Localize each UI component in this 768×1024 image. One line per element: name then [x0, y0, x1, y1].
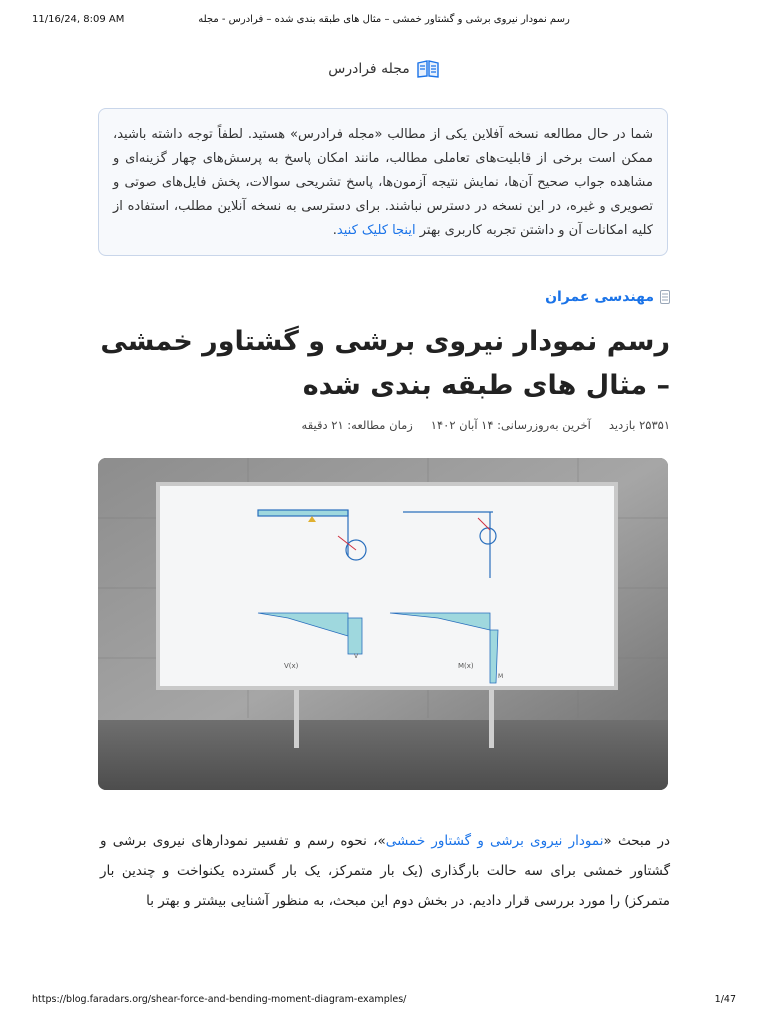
- paragraph-text-rest: »، نحوه رسم و تفسیر نمودارهای نیروی برشی و گشتاور خمشی برای سه حالت بارگذاری (یک بار متمرکز، یک بار گسترده یکنواخت و چندین بار متمرکز) را مورد بررسی قرار دادیم. در بخش دوم این مبحث، به منظور آشنایی بیشتر و بهتر با: [100, 833, 670, 909]
- category-label: مهندسی عمران: [545, 289, 654, 305]
- reading-time: زمان مطالعه: ۲۱ دقیقه: [301, 418, 413, 432]
- print-date: 11/16/24, 8:09 AM: [32, 14, 125, 25]
- article-paragraph: [100, 826, 670, 916]
- folder-icon: [660, 290, 670, 304]
- book-icon: [416, 60, 440, 78]
- inline-topic-link[interactable]: نمودار نیروی برشی و گشتاور خمشی: [385, 833, 604, 849]
- notice-link[interactable]: اینجا کلیک کنید: [336, 223, 416, 238]
- page-url: https://blog.faradars.org/shear-force-and-bending-moment-diagram-examples/: [32, 994, 407, 1005]
- hero-label-m: M: [498, 673, 504, 680]
- hero-label-v: V: [354, 653, 359, 660]
- category-link[interactable]: [545, 289, 670, 305]
- notice-text: شما در حال مطالعه نسخه آفلاین یکی از مطالب «مجله فرادرس» هستید. لطفاً توجه داشته باشید، ممکن است برخی از قابلیت‌های تعاملی مطالب، مانند امکان پاسخ به پرسش‌های چهار گزینه‌ای و مشاهده جواب صحیح آن‌ها، نمایش نتیجه آزمون‌ها، پاسخ تشریحی سوالات، پخش فایل‌های صوتی و تصویری و غیره، در این نسخه در دسترس نباشند. برای دسترسی به نسخه آنلاین مطلب، استفاده از کلیه امکانات آن و داشتن تجربه کاربری بهتر: [113, 127, 653, 238]
- hero-label-vx: V(x): [284, 662, 299, 670]
- print-footer: [0, 994, 768, 1008]
- page-title: رسم نمودار نیروی برشی و گشتاور خمشی – مثال های طبقه بندی شده: [100, 326, 670, 401]
- hero-label-mx: M(x): [458, 662, 474, 670]
- print-title: رسم نمودار نیروی برشی و گشتاور خمشی – مثال های طبقه بندی شده – فرادرس - مجله: [198, 14, 570, 25]
- page-number: 1/47: [714, 994, 736, 1005]
- whiteboard-image: [98, 458, 668, 790]
- notice-end: .: [332, 223, 337, 238]
- hero-image: [98, 458, 668, 790]
- brand-name: مجله فرادرس: [328, 61, 410, 77]
- paragraph-text-start: در مبحث «: [603, 833, 670, 849]
- post-meta: [302, 418, 670, 432]
- view-count: ۲۵۳۵۱ بازدید: [608, 418, 670, 432]
- print-header: [0, 14, 768, 28]
- last-updated: آخرین به‌روزرسانی: ۱۴ آبان ۱۴۰۲: [430, 418, 591, 432]
- site-brand[interactable]: [0, 60, 768, 78]
- offline-notice: [98, 108, 668, 256]
